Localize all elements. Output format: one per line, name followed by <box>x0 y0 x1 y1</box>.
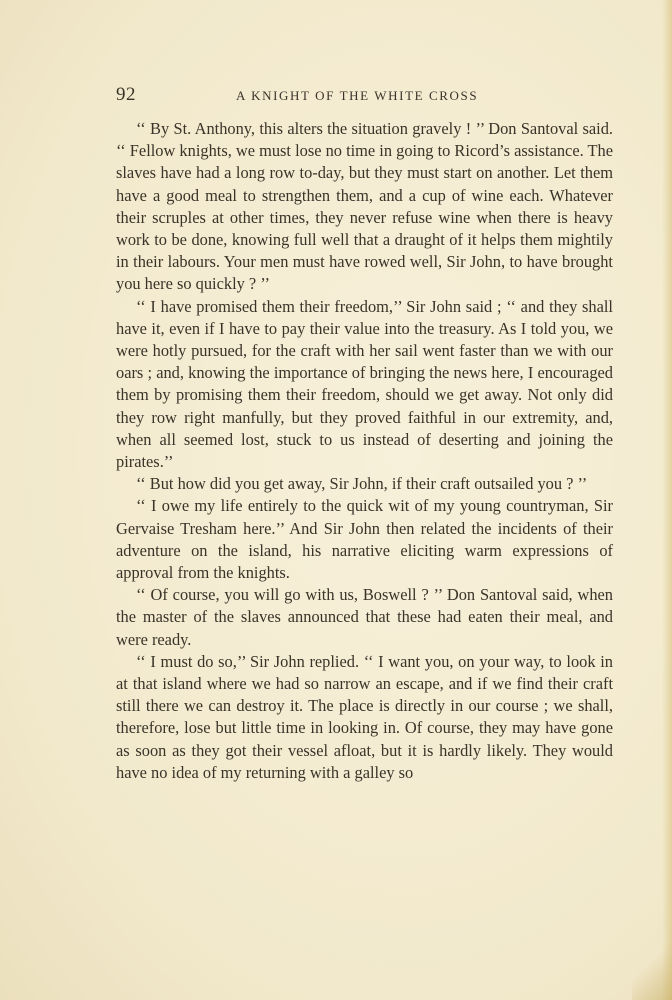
paragraph: ‘‘ Of course, you will go with us, Boswell ? ’’ Don Santoval said, when the master of the slaves announced that these had eaten their meal, and were ready. <box>116 585 613 649</box>
paragraph: ‘‘ I have promised them their freedom,’’ Sir John said ; ‘‘ and they shall have it, even if I have to pay their value into the treasury. As I told you, we were hotly pursued, for the craft with her sail went faster than we with our oars ; and, knowing the importance of bringing the news here, I encouraged them by promising them their freedom, should we get away. Not only did they row right manfully, but they proved faithful in our extremity, and, when all seemed lost, stuck to us instead of deserting and joining the pirates.’’ <box>116 296 613 472</box>
body-text <box>116 118 613 784</box>
running-head <box>116 84 613 110</box>
paragraph: ‘‘ By St. Anthony, this alters the situation gravely ! ’’ Don Santoval said. ‘‘ Fellow knights, we must lose no time in going to Ricord’s assistance. The slaves have had a long row to-day, but they must start on another. Let them have a good meal to strengthen them, and a cup of wine each. Whatever their scruples at other times, they never refuse wine when there is heavy work to be done, knowing full well that a draught of it helps them mightily in their labours. Your men must have rowed well, Sir John, to have brought you here so quickly ? ’’ <box>116 119 613 294</box>
paragraph: ‘‘ I owe my life entirely to the quick wit of my young countryman, Sir Gervaise Tresham here.’’ And Sir John then related the incidents of their adventure on the island, his narrative eliciting warm expressions of approval from the knights. <box>116 496 613 583</box>
paragraph: ‘‘ I must do so,’’ Sir John replied. ‘‘ I want you, on your way, to look in at that island where we had so narrow an escape, and if we find their craft still there we can destroy it. The place is directly in our course ; we shall, therefore, lose but little time in looking in. Of course, they may have gone as soon as they got their vessel afloat, but it is hardly likely. They would have no idea of my returning with a galley so <box>116 651 613 782</box>
running-title: A KNIGHT OF THE WHITE CROSS <box>236 88 479 103</box>
book-page <box>116 84 613 784</box>
page-corner-shadow <box>632 940 672 1000</box>
page-edge-shadow <box>662 0 672 1000</box>
paragraph: ‘‘ But how did you get away, Sir John, if their craft outsailed you ? ’’ <box>136 474 588 494</box>
page-number: 92 <box>116 84 136 105</box>
